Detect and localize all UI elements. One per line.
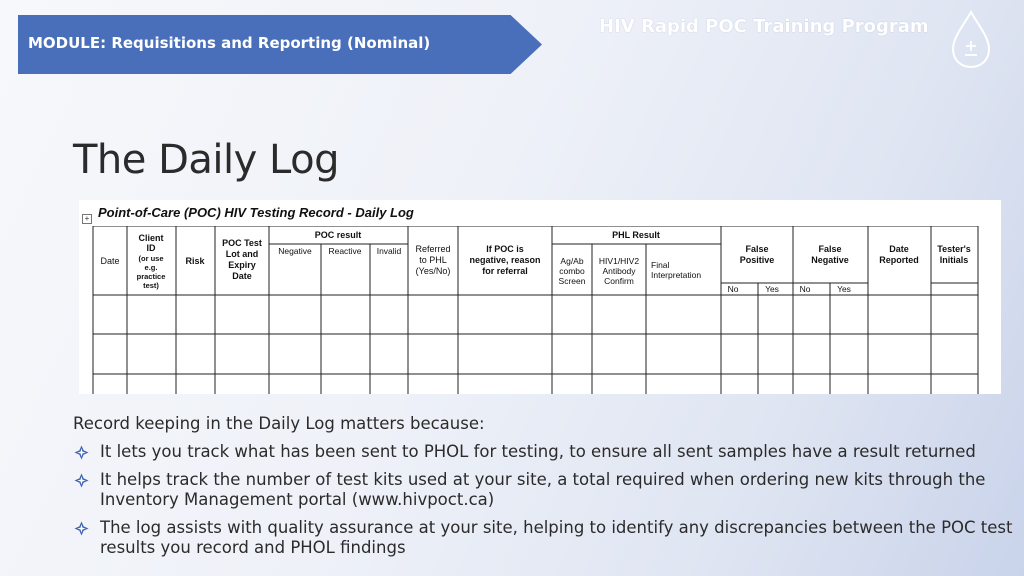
col-reason-1: If POC is <box>486 244 524 254</box>
col-client-note-2: e.g. <box>144 263 158 272</box>
col-client-note-1: (or use <box>138 254 164 263</box>
blood-drop-plus-minus-icon <box>950 9 992 69</box>
col-client-2: ID <box>146 243 156 253</box>
col-date-reported-2: Reported <box>879 255 919 265</box>
col-final-2: Interpretation <box>651 270 702 280</box>
col-tester-2: Initials <box>939 255 969 265</box>
col-date: Date <box>100 256 120 266</box>
col-lot-2: Lot and <box>225 249 259 259</box>
col-fn-no: No <box>799 284 811 294</box>
col-false-pos-2: Positive <box>739 255 775 265</box>
log-form-grid <box>92 226 982 394</box>
diamond-bullet-icon <box>74 445 89 460</box>
expand-box-icon: + <box>82 214 92 224</box>
col-phl-result: PHL Result <box>612 230 660 240</box>
program-title: HIV Rapid POC Training Program <box>599 16 929 37</box>
col-fp-no: No <box>727 284 739 294</box>
bullet-item <box>73 442 1018 462</box>
log-form-table <box>92 226 982 394</box>
col-tester-1: Tester's <box>937 244 971 254</box>
col-false-neg-1: False <box>818 244 842 254</box>
col-reactive: Reactive <box>328 246 362 256</box>
col-hiv12-1: HIV1/HIV2 <box>598 256 640 266</box>
col-client-1: Client <box>138 233 164 243</box>
col-final-1: Final <box>651 260 670 270</box>
col-referred-1: Referred <box>415 244 451 254</box>
col-client-note-3: practice <box>136 272 166 281</box>
daily-log-form-image <box>79 200 1001 394</box>
intro-text: Record keeping in the Daily Log matters because: <box>73 414 485 433</box>
bullet-text: It helps track the number of test kits used at your site, a total required when ordering new kits through the Inventory Management portal (www.hivpoct.ca) <box>100 470 986 509</box>
col-fn-yes: Yes <box>837 284 851 294</box>
col-hiv12-3: Confirm <box>604 276 634 286</box>
col-date-reported-1: Date <box>889 244 909 254</box>
col-reason-2: negative, reason <box>469 255 541 265</box>
col-invalid: Invalid <box>376 246 402 256</box>
col-risk: Risk <box>185 256 205 266</box>
page-title: The Daily Log <box>73 137 339 183</box>
col-client-note-4: test) <box>143 281 159 290</box>
bullet-item <box>73 470 1018 510</box>
col-agab-1: Ag/Ab <box>560 256 584 266</box>
col-referred-3: (Yes/No) <box>415 266 451 276</box>
col-false-neg-2: Negative <box>811 255 849 265</box>
col-lot-3: Expiry <box>228 260 256 270</box>
module-label: MODULE: Requisitions and Reporting (Nominal) <box>28 34 431 52</box>
col-lot-4: Date <box>232 271 252 281</box>
log-form-heading: Point-of-Care (POC) HIV Testing Record - Daily Log <box>98 205 414 220</box>
col-poc-result: POC result <box>314 230 362 240</box>
col-negative: Negative <box>278 246 312 256</box>
col-agab-2: combo <box>559 266 585 276</box>
body-text <box>73 414 1018 566</box>
bullet-text: It lets you track what has been sent to PHOL for testing, to ensure all sent samples have a result returned <box>100 442 976 461</box>
col-lot-1: POC Test <box>222 238 262 248</box>
col-fp-yes: Yes <box>765 284 779 294</box>
bullet-text: The log assists with quality assurance at your site, helping to identify any discrepancies between the POC test results you record and PHOL findings <box>100 518 1013 557</box>
bullet-item <box>73 518 1018 558</box>
diamond-bullet-icon <box>74 521 89 536</box>
col-referred-2: to PHL <box>419 255 447 265</box>
col-reason-3: for referral <box>482 266 528 276</box>
col-false-pos-1: False <box>745 244 769 254</box>
col-hiv12-2: Antibody <box>602 266 636 276</box>
col-agab-3: Screen <box>558 276 586 286</box>
diamond-bullet-icon <box>74 473 89 488</box>
